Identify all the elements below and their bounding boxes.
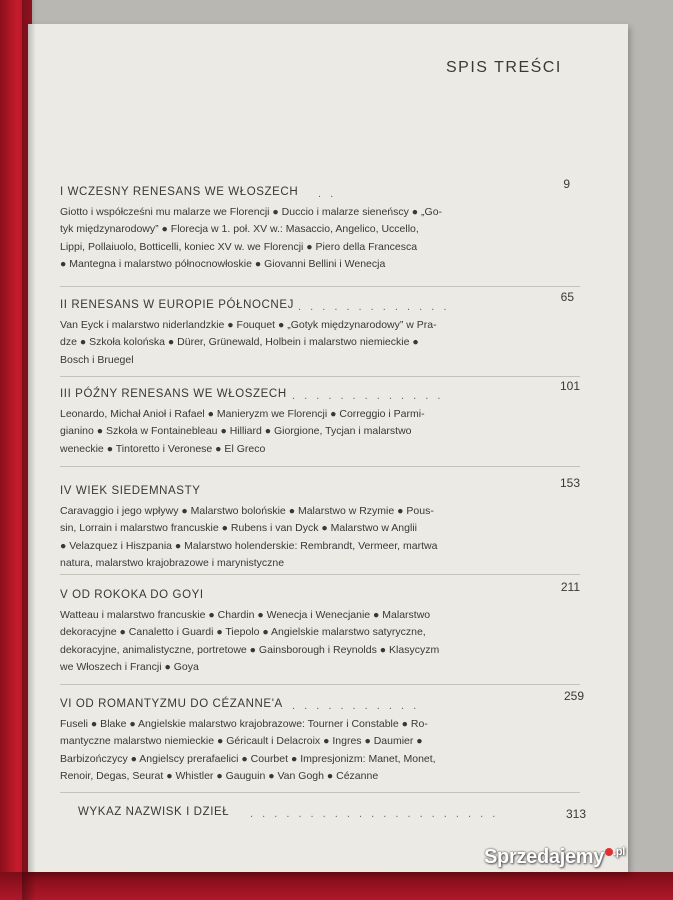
gutter-shadow [22,0,36,900]
toc-line: ● Velazquez i Hiszpania ● Malarstwo holenderskie: Rembrandt, Vermeer, martwa [60,539,438,552]
toc-line: mantyczne malarstwo niemieckie ● Géricault i Delacroix ● Ingres ● Daumier ● [60,735,423,748]
toc-line: ● Mantegna i malarstwo północnowłoskie ● Giovanni Bellini i Wenecja [60,258,386,271]
toc-line: we Włoszech i Francji ● Goya [60,661,199,674]
toc-section-header [60,806,586,824]
toc-section-2 [60,290,580,369]
toc-section-header [60,580,580,607]
toc-line: Barbizończycy ● Angielscy prerafaelici ● Courbet ● Impresjonizm: Manet, Monet, [60,752,436,765]
toc-section-title: WYKAZ NAZWISK I DZIEŁ [78,806,230,818]
book-cover-bottom [0,872,673,900]
toc-line: Van Eyck i malarstwo niderlandzkie ● Fouquet ● „Gotyk międzynarodowy” w Pra- [60,319,437,331]
toc-section-body [60,406,530,458]
toc-section-header [60,689,584,716]
toc-index [60,806,586,824]
toc-page-number: 65 [560,290,574,304]
toc-line: Leonardo, Michał Anioł i Rafael ● Manieryzm we Florencji ● Correggio i Parmi- [60,408,425,420]
toc-section-6 [60,689,584,786]
toc-section-body [60,204,530,274]
watermark-logo [484,846,625,869]
toc-line: Fuseli ● Blake ● Angielskie malarstwo krajobrazowe: Tourner i Constable ● Ro- [60,718,428,730]
section-divider [60,466,580,467]
leader-dots: . . . . . . . . . . . [292,700,420,712]
toc-section-title: I WCZESNY RENESANS WE WŁOSZECH [60,186,299,198]
section-divider [60,376,580,377]
watermark-suffix: .pl [613,846,626,858]
toc-line: dze ● Szkoła kolońska ● Dürer, Grünewald, Holbein i malarstwo niemieckie ● [60,336,419,349]
toc-page-number: 9 [563,177,570,191]
toc-line: Bosch i Bruegel [60,353,134,366]
toc-line: tyk międzynarodowy” ● Florecja w 1. poł. XV w.: Masaccio, Angelico, Uccello, [60,223,419,236]
toc-line: natura, malarstwo krajobrazowe i marynistyczne [60,557,285,570]
toc-section-1 [60,177,580,274]
toc-section-3 [60,379,580,458]
toc-section-body [60,503,530,573]
toc-line: weneckie ● Tintoretto i Veronese ● El Greco [60,442,266,455]
page-title: SPIS TREŚCI [446,59,562,76]
toc-section-header [60,379,580,406]
toc-line: Renoir, Degas, Seurat ● Whistler ● Gauguin ● Van Gogh ● Cézanne [60,770,379,783]
toc-section-title: IV WIEK SIEDEMNASTY [60,485,201,497]
toc-line: sin, Lorrain i malarstwo francuskie ● Rubens i van Dyck ● Malarstwo w Anglii [60,522,417,535]
section-divider [60,286,580,287]
toc-page-number: 101 [559,379,580,393]
toc-page-number: 211 [560,580,580,594]
toc-section-header [60,476,580,503]
toc-line: dekoracyjne, animalistyczne, portretowe ● Gainsborough i Reynolds ● Klasycyzm [60,643,440,656]
toc-line: Watteau i malarstwo francuskie ● Chardin ● Wenecja i Wenecjanie ● Malarstwo [60,609,431,621]
watermark-dot-icon [605,848,613,856]
toc-line: gianino ● Szkoła w Fontainebleau ● Hilliard ● Giorgione, Tycjan i malarstwo [60,425,412,438]
toc-section-header [60,177,580,204]
toc-line: Giotto i współcześni mu malarze we Florencji ● Duccio i malarze sieneńscy ● „Go- [60,206,443,218]
toc-section-body [60,317,530,369]
section-divider [60,574,580,575]
leader-dots: . . . . . . . . . . . . . . . . . . . . . [250,808,499,820]
section-divider [60,684,580,685]
toc-section-header [60,290,580,317]
toc-section-body [60,716,530,786]
leader-dots: . . [318,188,337,200]
toc-line: dekoracyjne ● Canaletto i Guardi ● Tiepolo ● Angielskie malarstwo satyryczne, [60,626,426,639]
toc-section-title: III PÓŹNY RENESANS WE WŁOSZECH [60,388,287,400]
toc-section-title: VI OD ROMANTYZMU DO CÉZANNE'A [60,698,283,710]
toc-section-title: V OD ROKOKA DO GOYI [60,589,204,601]
toc-section-body [60,607,530,677]
toc-page-number: 153 [559,476,580,490]
toc-section-5 [60,580,580,677]
leader-dots: . . . . . . . . . . . . . [298,301,450,313]
toc-section-title: II RENESANS W EUROPIE PÓŁNOCNEJ [60,299,294,311]
toc-page-number: 259 [563,689,584,703]
toc-line: Lippi, Pollaiuolo, Botticelli, koniec XV w. we Florencji ● Piero della Francesca [60,240,418,253]
toc-page-number: 313 [565,807,586,821]
watermark-text: Sprzedajemy [484,846,605,868]
toc-section-4 [60,476,580,573]
leader-dots: . . . . . . . . . . . . . [292,390,444,402]
section-divider [60,792,580,793]
toc-line: Caravaggio i jego wpływy ● Malarstwo bolońskie ● Malarstwo w Rzymie ● Pous- [60,505,434,517]
